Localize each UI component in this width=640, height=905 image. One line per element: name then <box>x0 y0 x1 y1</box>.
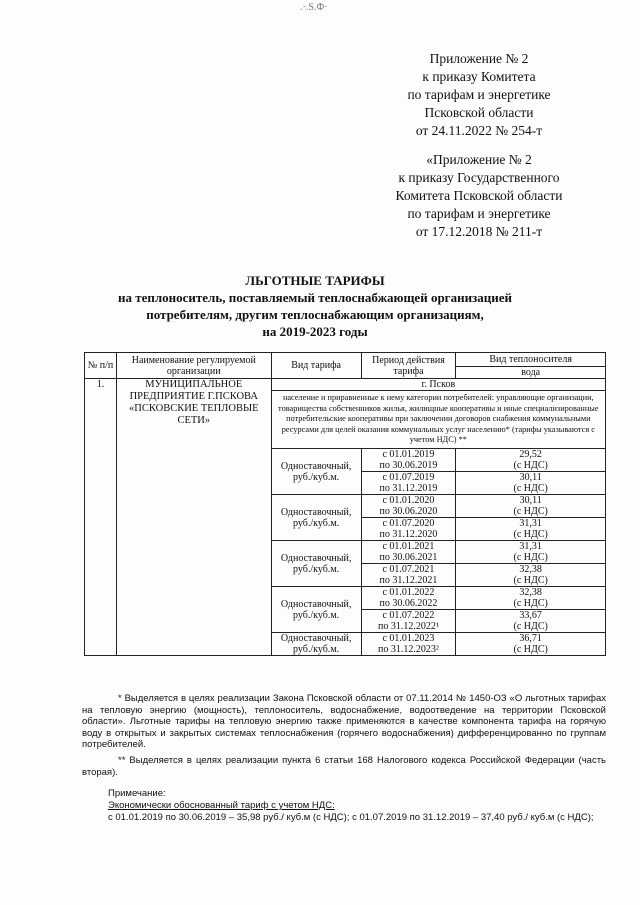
value-cell: 32,38 (с НДС) <box>456 587 606 610</box>
value-cell: 32,38 (с НДС) <box>456 564 606 587</box>
period-cell: с 01.07.2022 по 31.12.2022¹ <box>361 610 456 633</box>
value-cell: 30,11 (с НДС) <box>456 495 606 518</box>
appendix-line: Псковской области <box>424 105 534 120</box>
header-water: вода <box>456 367 606 379</box>
city-cell: г. Псков <box>271 379 605 391</box>
note-text: с 01.01.2019 по 30.06.2019 – 35,98 руб./ куб.м (с НДС); с 01.07.2019 по 31.12.2019 – 37,40 руб./ куб.м (с НДС); <box>108 812 594 823</box>
appendix-line: по тарифам и энергетике <box>407 87 551 102</box>
row-number: 1. <box>85 379 117 656</box>
header-period: Период действия тарифа <box>361 353 456 379</box>
title-line: потребителям, другим теплоснабжающим организациям, <box>146 307 484 322</box>
appendix-line: к приказу Комитета <box>422 69 536 84</box>
header-mark: .·.Ѕ.Ф· <box>300 2 328 13</box>
header-tariff-type: Вид тарифа <box>271 353 361 379</box>
appendix-previous <box>384 151 574 241</box>
tariff-type-cell: Одноставочный, руб./куб.м. <box>271 495 361 541</box>
appendix-line: «Приложение № 2 <box>426 152 532 167</box>
tariff-table <box>84 352 606 656</box>
note-heading: Экономически обоснованный тариф с учетом НДС: <box>108 800 335 811</box>
footnote-star: * Выделяется в целях реализации Закона Псковской области от 07.11.2014 № 1450-ОЗ «О льготных тарифах на тепловую энергию (мощность), теплоноситель, водоснабжение, водоотведение на территории Псковской области». Льготные тарифы на тепловую энергию также применяются в качестве компонента тарифа на горячую воду в открытых и закрытых системах теплоснабжения (горячего водоснабжения) дифференцированно по группам потребителей. <box>82 693 606 750</box>
header-carrier: Вид теплоносителя <box>456 353 606 367</box>
period-cell: с 01.01.2020 по 30.06.2020 <box>361 495 456 518</box>
value-cell: 30,11 (с НДС) <box>456 472 606 495</box>
value-cell: 31,31 (с НДС) <box>456 541 606 564</box>
period-cell: с 01.07.2020 по 31.12.2020 <box>361 518 456 541</box>
period-cell: с 01.07.2019 по 31.12.2019 <box>361 472 456 495</box>
header-num: № п/п <box>85 353 117 379</box>
document-title <box>90 272 540 340</box>
tariff-type-cell: Одноставочный, руб./куб.м. <box>271 587 361 633</box>
tariff-type-cell: Одноставочный, руб./куб.м. <box>271 449 361 495</box>
appendix-line: к приказу Государственного <box>398 170 560 185</box>
title-line: на 2019-2023 годы <box>262 324 368 339</box>
appendix-line: Приложение № 2 <box>429 51 529 66</box>
appendix-line: Комитета Псковской области <box>395 188 563 203</box>
title-line: на теплоноситель, поставляемый теплоснабжающей организацией <box>117 290 513 305</box>
tariff-type-cell: Одноставочный, руб./куб.м. <box>271 541 361 587</box>
value-cell: 33,67 (с НДС) <box>456 610 606 633</box>
value-cell: 36,71 (с НДС) <box>456 633 606 656</box>
organization-name: МУНИЦИПАЛЬНОЕ ПРЕДПРИЯТИЕ Г.ПСКОВА «ПСКОВСКИЕ ТЕПЛОВЫЕ СЕТИ» <box>116 379 271 656</box>
population-note: население и приравненные к нему категории потребителей: управляющие организации, товарищества собственников жилья, жилищные кооперативы и иные специализированные потребительские кооперативы при заключении договоров снабжения коммунальными ресурсами для целей оказания коммунальных услуг населению* (тарифы указываются с учетом НДС) ** <box>271 391 605 449</box>
title-line: ЛЬГОТНЫЕ ТАРИФЫ <box>245 273 385 288</box>
value-cell: 29,52 (с НДС) <box>456 449 606 472</box>
appendix-line: по тарифам и энергетике <box>407 206 551 221</box>
appendix-line: от 24.11.2022 № 254-т <box>415 123 543 138</box>
period-cell: с 01.01.2022 по 30.06.2022 <box>361 587 456 610</box>
period-cell: с 01.01.2019 по 30.06.2019 <box>361 449 456 472</box>
tariff-type-cell: Одноставочный, руб./куб.м. <box>271 633 361 656</box>
period-cell: с 01.01.2023 по 31.12.2023² <box>361 633 456 656</box>
appendix-current <box>384 50 574 140</box>
header-org: Наименование регулируемой организации <box>116 353 271 379</box>
value-cell: 31,31 (с НДС) <box>456 518 606 541</box>
appendix-line: от 17.12.2018 № 211-т <box>415 224 543 239</box>
period-cell: с 01.01.2021 по 30.06.2021 <box>361 541 456 564</box>
note-label: Примечание: <box>108 788 166 799</box>
footnote-double-star: ** Выделяется в целях реализации пункта 6 статьи 168 Налогового кодекса Российской Федерации (часть вторая). <box>82 755 606 778</box>
period-cell: с 01.07.2021 по 31.12.2021 <box>361 564 456 587</box>
